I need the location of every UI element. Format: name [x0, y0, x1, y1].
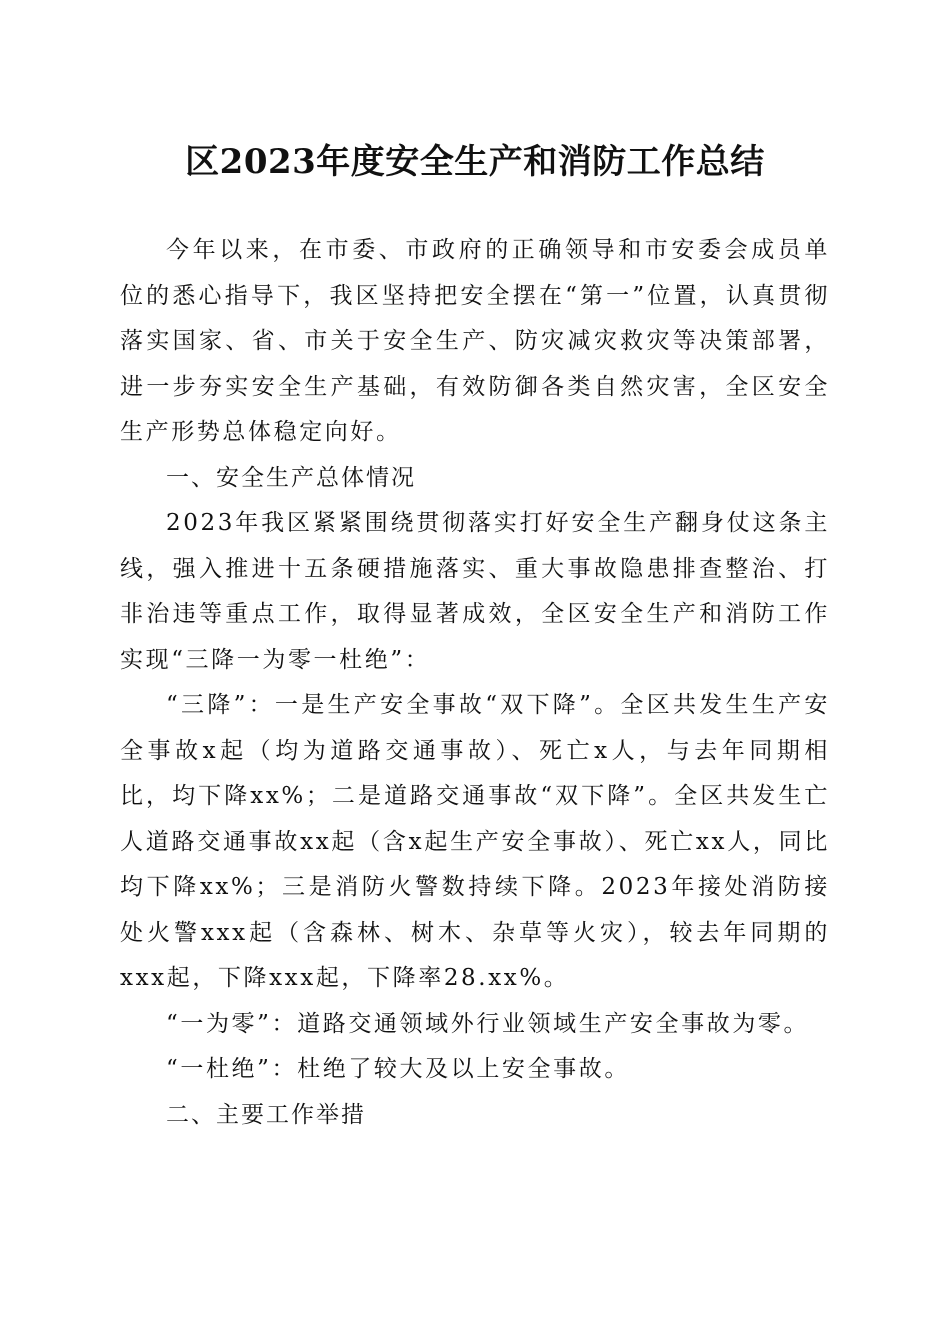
section1-paragraph-1: 2023年我区紧紧围绕贯彻落实打好安全生产翻身仗这条主线，强入推进十五条硬措施落实、重大事故隐患排查整治、打非治违等重点工作，取得显著成效，全区安全生产和消防工作实现“三降一为零一杜绝”：	[120, 510, 830, 673]
document-body	[120, 228, 830, 1138]
section-heading-1: 一、安全生产总体情况	[166, 464, 416, 491]
section1-paragraph-2: “三降”：一是生产安全事故“双下降”。全区共发生生产安全事故x起（均为道路交通事故）、死亡x人，与去年同期相比，均下降xx%；二是道路交通事故“双下降”。全区共发生亡人道路交通事故xx起（含x起生产安全事故）、死亡xx人，同比均下降xx%；三是消防火警数持续下降。2023年接处消防接处火警xxx起（含森林、树木、杂草等火灾），较去年同期的xxx起，下降xxx起，下降率28.xx%。	[120, 692, 830, 991]
intro-paragraph: 今年以来，在市委、市政府的正确领导和市安委会成员单位的悉心指导下，我区坚持把安全摆在“第一”位置，认真贯彻落实国家、省、市关于安全生产、防灾减灾救灾等决策部署，进一步夯实安全生产基础，有效防御各类自然灾害，全区安全生产形势总体稳定向好。	[120, 237, 830, 445]
section1-paragraph-3: “一为零”：道路交通领域外行业领域生产安全事故为零。	[166, 1010, 810, 1037]
section-heading-2: 二、主要工作举措	[166, 1101, 366, 1128]
section1-paragraph-4: “一杜绝”：杜绝了较大及以上安全事故。	[166, 1056, 630, 1082]
document-title: 区2023年度安全生产和消防工作总结	[185, 142, 765, 182]
